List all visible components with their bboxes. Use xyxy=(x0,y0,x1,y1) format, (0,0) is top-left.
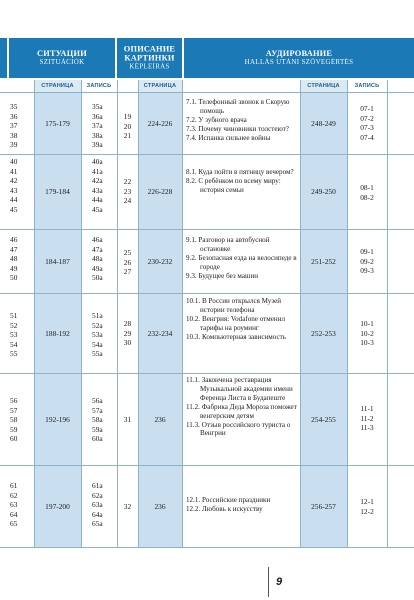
row1-listening-records: 07-1 07-2 07-3 07-4 xyxy=(360,104,374,142)
row4-description-page: 232-234 xyxy=(147,328,173,338)
row6-numbers: 61 62 63 64 65 xyxy=(10,481,18,528)
row3-pictures: 25 26 27 xyxy=(123,248,132,276)
row1-situations-page: 175-179 xyxy=(45,118,70,128)
row4-records: 51a 52a 53a 54a 55a xyxy=(92,311,103,358)
row1-listening-page: 248-249 xyxy=(311,118,336,128)
row2-description-page: 226-228 xyxy=(147,187,173,197)
page-number: 9 xyxy=(276,576,283,588)
row6-situations-page: 197-200 xyxy=(45,501,70,511)
header-situations xyxy=(9,38,115,78)
header-edge xyxy=(0,38,7,78)
subheader-listening-record: ЗАПИСЬ xyxy=(347,80,387,92)
row5-description-page: 236 xyxy=(154,414,166,424)
vline-2 xyxy=(81,80,82,547)
row5-listening-records: 11-1 11-2 11-3 xyxy=(360,404,374,432)
row4-audio-3: 10.3. Компьютерная зависимость xyxy=(186,332,286,341)
header-description-title: ОПИСАНИЕ КАРТИНКИ xyxy=(123,44,176,63)
row6-description-page: 236 xyxy=(154,501,166,511)
row4-listening-list xyxy=(186,297,298,342)
row2-pictures: 22 23 24 xyxy=(123,177,132,205)
row5-listening-page: 254-255 xyxy=(311,414,336,424)
vline-5 xyxy=(182,80,183,547)
row1-audio-3: 7.3. Почему чиновники толстеют? xyxy=(186,124,289,133)
row2-situations-page: 179-184 xyxy=(45,187,70,197)
row5-audio-1: 11.1. Закончена реставрация Музыкальной академии имени Ференца Листа в Будапеште xyxy=(186,376,293,402)
row5-audio-3: 11.3. Отзыв российского туриста о Венгрии xyxy=(186,420,291,438)
header-situations-title: СИТУАЦИИ xyxy=(37,49,87,58)
row2-audio-2: 8.2. С ребёнком по всему миру: история семьи xyxy=(186,176,281,194)
row6-pictures: 32 xyxy=(123,502,132,511)
row3-listening-list xyxy=(186,236,298,281)
row3-description-page: 230-232 xyxy=(147,256,173,266)
row1-pictures: 19 20 21 xyxy=(123,112,132,140)
row6-listening-records: 12-1 12-2 xyxy=(360,497,374,516)
row6-audio-1: 12.1. Российские праздники xyxy=(186,496,271,504)
row5-numbers: 56 57 58 59 60 xyxy=(10,396,18,443)
subheader-description-page: СТРАНИЦА xyxy=(138,80,182,92)
row3-records: 46a 47a 48a 49a 50a xyxy=(92,235,103,282)
row5-audio-2: 11.2. Фабрика Деда Мороза поможет венгерским детям xyxy=(186,402,297,420)
row2-listening-records: 08-1 08-2 xyxy=(360,183,374,202)
row2-listening-page: 249-250 xyxy=(311,187,336,197)
row5-records: 56a 57a 58a 59a 60a xyxy=(92,396,103,443)
row1-listening-list xyxy=(186,98,298,143)
subheader-listening-page: СТРАНИЦА xyxy=(300,80,347,92)
row1-audio-1: 7.1. Телефонный звонок в Скорую помощь xyxy=(186,98,290,115)
row3-audio-1: 9.1. Разговор на автобусной остановке xyxy=(186,236,270,253)
header-listening xyxy=(184,38,414,78)
row3-audio-3: 9.3. Будущее без машин xyxy=(186,271,259,280)
row3-situations-page: 184-187 xyxy=(45,256,70,266)
row3-listening-page: 251-252 xyxy=(311,256,336,266)
row2-listening-list xyxy=(186,168,298,195)
row5-listening-list xyxy=(186,376,298,438)
row3-listening-records: 09-1 09-2 09-3 xyxy=(360,247,374,275)
header-listening-subtitle: HALLÁS UTÁNI SZÖVEGÉRTÉS xyxy=(244,58,354,66)
vline-7 xyxy=(347,80,348,547)
row4-pictures: 28 29 30 xyxy=(123,319,132,347)
row4-listening-page: 252-253 xyxy=(311,328,336,338)
row3-numbers: 46 47 48 49 50 xyxy=(10,235,18,282)
row5-situations-page: 192-196 xyxy=(45,414,70,424)
row4-audio-1: 10.1. В России открылся Музей истории телефона xyxy=(186,297,282,314)
row6-records: 61a 62a 63a 64a 65a xyxy=(92,481,103,528)
row6-listening-page: 256-257 xyxy=(311,501,336,511)
row3-audio-2: 9.2. Безопасная езда на велосипеде в городе xyxy=(186,253,297,271)
row2-audio-1: 8.1. Куда пойти в пятницу вечером? xyxy=(186,168,294,176)
header-situations-subtitle: SZITUÁCIÓK xyxy=(39,58,85,66)
row6-listening-list xyxy=(186,496,298,514)
row1-audio-2: 7.2. У зубного врача xyxy=(186,115,247,124)
row4-situations-page: 188-192 xyxy=(45,328,70,338)
row6-audio-2: 12.2. Любовь к искусству xyxy=(186,504,263,513)
subheader-situations-record: ЗАПИСЬ xyxy=(81,80,117,92)
page-number-divider xyxy=(268,567,269,597)
row4-numbers: 51 52 53 54 55 xyxy=(10,311,18,358)
header-listening-title: АУДИРОВАНИЕ xyxy=(265,49,333,58)
row2-records: 40a 41a 42a 43a 44a 45a xyxy=(92,157,103,214)
row1-numbers: 35 36 37 38 39 xyxy=(10,102,18,149)
row1-description-page: 224-226 xyxy=(147,118,173,128)
row5-pictures: 31 xyxy=(123,415,132,424)
row4-audio-2: 10.2. Венгрия: Vodafone отменил тарифы на роуминг xyxy=(186,314,286,332)
row4-listening-records: 10-1 10-2 10-3 xyxy=(360,319,374,347)
vline-3 xyxy=(117,80,118,547)
subheader-situations-page: СТРАНИЦА xyxy=(34,80,81,92)
row1-audio-4: 7.4. Испанка сильнее войны xyxy=(186,133,271,142)
row1-records: 35a 36a 37a 38a 39a xyxy=(92,102,103,149)
hline-bottom xyxy=(0,547,414,548)
header-description xyxy=(117,38,182,78)
header-description-subtitle: KÉPLEÍRÁS xyxy=(129,62,170,71)
row2-numbers: 40 41 42 43 44 45 xyxy=(10,157,18,214)
vline-8 xyxy=(387,80,388,547)
